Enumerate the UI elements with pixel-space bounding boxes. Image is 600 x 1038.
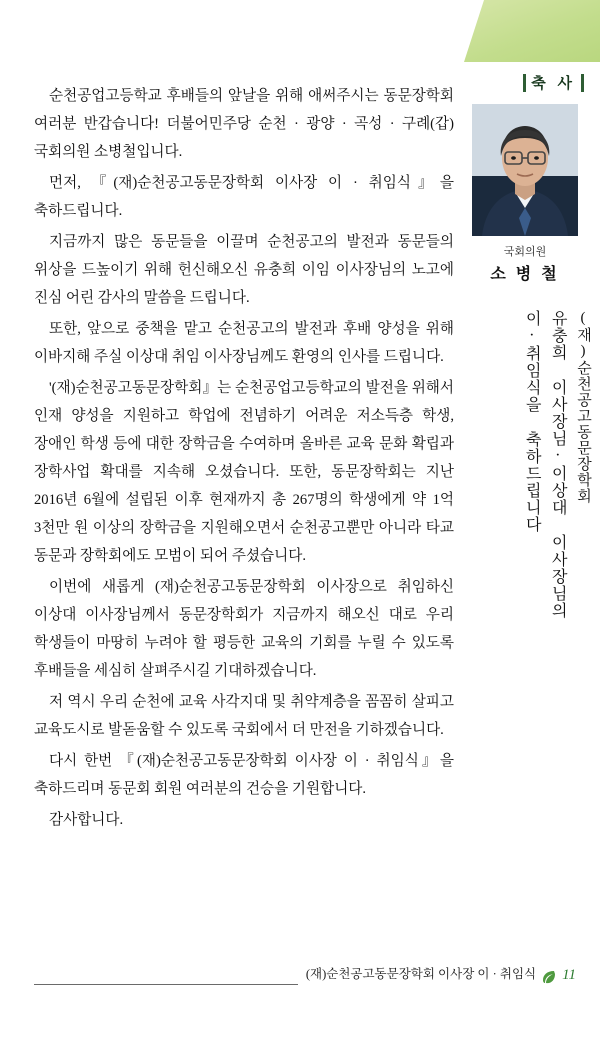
- portrait-caption: [472, 244, 578, 287]
- footer-content: [298, 964, 576, 985]
- page-footer: [0, 962, 600, 992]
- paragraph: 감사합니다.: [49, 812, 124, 829]
- corner-fold: [464, 0, 484, 62]
- section-label-bar-left: [523, 74, 526, 92]
- right-column: [450, 62, 600, 962]
- section-label-text: 축 사: [531, 76, 576, 92]
- vertical-title-line-3: 이·취임식을 축하드립니다: [523, 310, 541, 533]
- portrait-role: 국회의원: [503, 246, 547, 258]
- portrait-name: 소 병 철: [490, 265, 560, 283]
- paragraph: 저 역시 우리 순천에 교육 사각지대 및 취약계층을 꼼꼼히 살피고 교육도시로 발돋움할 수 있도록 국회에서 더 만전을 기하겠습니다.: [34, 694, 454, 739]
- paragraph: 이번에 새롭게 (재)순천공고동문장학회 이사장으로 취임하신 이상대 이사장님께서 동문장학회가 지금까지 해오신 대로 우리 학생들이 마땅히 누려야 할 평등한 교육의 기회를 누릴 수 있도록 후배들을 세심히 살펴주시길 기대하겠습니다.: [34, 579, 454, 680]
- vertical-title-line-1: (재)순천공고동문장학회: [575, 310, 591, 504]
- paragraph: 또한, 앞으로 중책을 맡고 순천공고의 발전과 후배 양성을 위해 이바지해 주실 이상대 취임 이사장님께도 환영의 인사를 드립니다.: [34, 321, 454, 366]
- paragraph: 순천공업고등학교 후배들의 앞날을 위해 애써주시는 동문장학회 여러분 반갑습니다! 더불어민주당 순천 · 광양 · 곡성 · 구례(갑) 국회의원 소병철입니다.: [34, 88, 454, 161]
- paragraph: 다시 한번 『(재)순천공고동문장학회 이사장 이 · 취임식』을 축하드리며 동문회 회원 여러분의 건승을 기원합니다.: [34, 753, 454, 798]
- paragraph: 지금까지 많은 동문들을 이끌며 순천공고의 발전과 동문들의 위상을 드높이기 위해 헌신해오신 유충희 이임 이사장님의 노고에 진심 어린 감사의 말씀을 드립니다.: [34, 234, 454, 307]
- section-label: [523, 72, 584, 93]
- paragraph: '(재)순천공고동문장학회』는 순천공업고등학교의 발전을 위해서 인재 양성을 지원하고 학업에 전념하기 어려운 저소득층 학생, 장애인 학생 등에 대한 장학금을 수여하며 올바른 교육 문화 확립과 장학사업 확대를 지속해 오셨습니다. 또한, 동문장학회는 지난 2016년 6월에 설립된 이후 현재까지 총 267명의 학생에게 약 1억 3천만 원 이상의 장학금을 지원해오면서 순천공고뿐만 아니라 타교 동문과 장학회에도 모범이 되어 주셨습니다.: [34, 380, 454, 565]
- body-text: [34, 82, 454, 837]
- portrait-photo: [472, 104, 578, 236]
- leaf-icon: [542, 969, 556, 985]
- vertical-title-line-2: 유충희 이사장님·이상대 이사장님의: [549, 310, 567, 619]
- vertical-title: [452, 310, 592, 730]
- footer-text: (재)순천공고동문장학회 이사장 이 · 취임식: [305, 967, 537, 981]
- corner-decoration: [464, 0, 600, 62]
- page-number: 11: [562, 967, 576, 983]
- paragraph: 먼저, 『(재)순천공고동문장학회 이사장 이 · 취임식』을 축하드립니다.: [34, 175, 454, 220]
- section-label-bar-right: [581, 74, 584, 92]
